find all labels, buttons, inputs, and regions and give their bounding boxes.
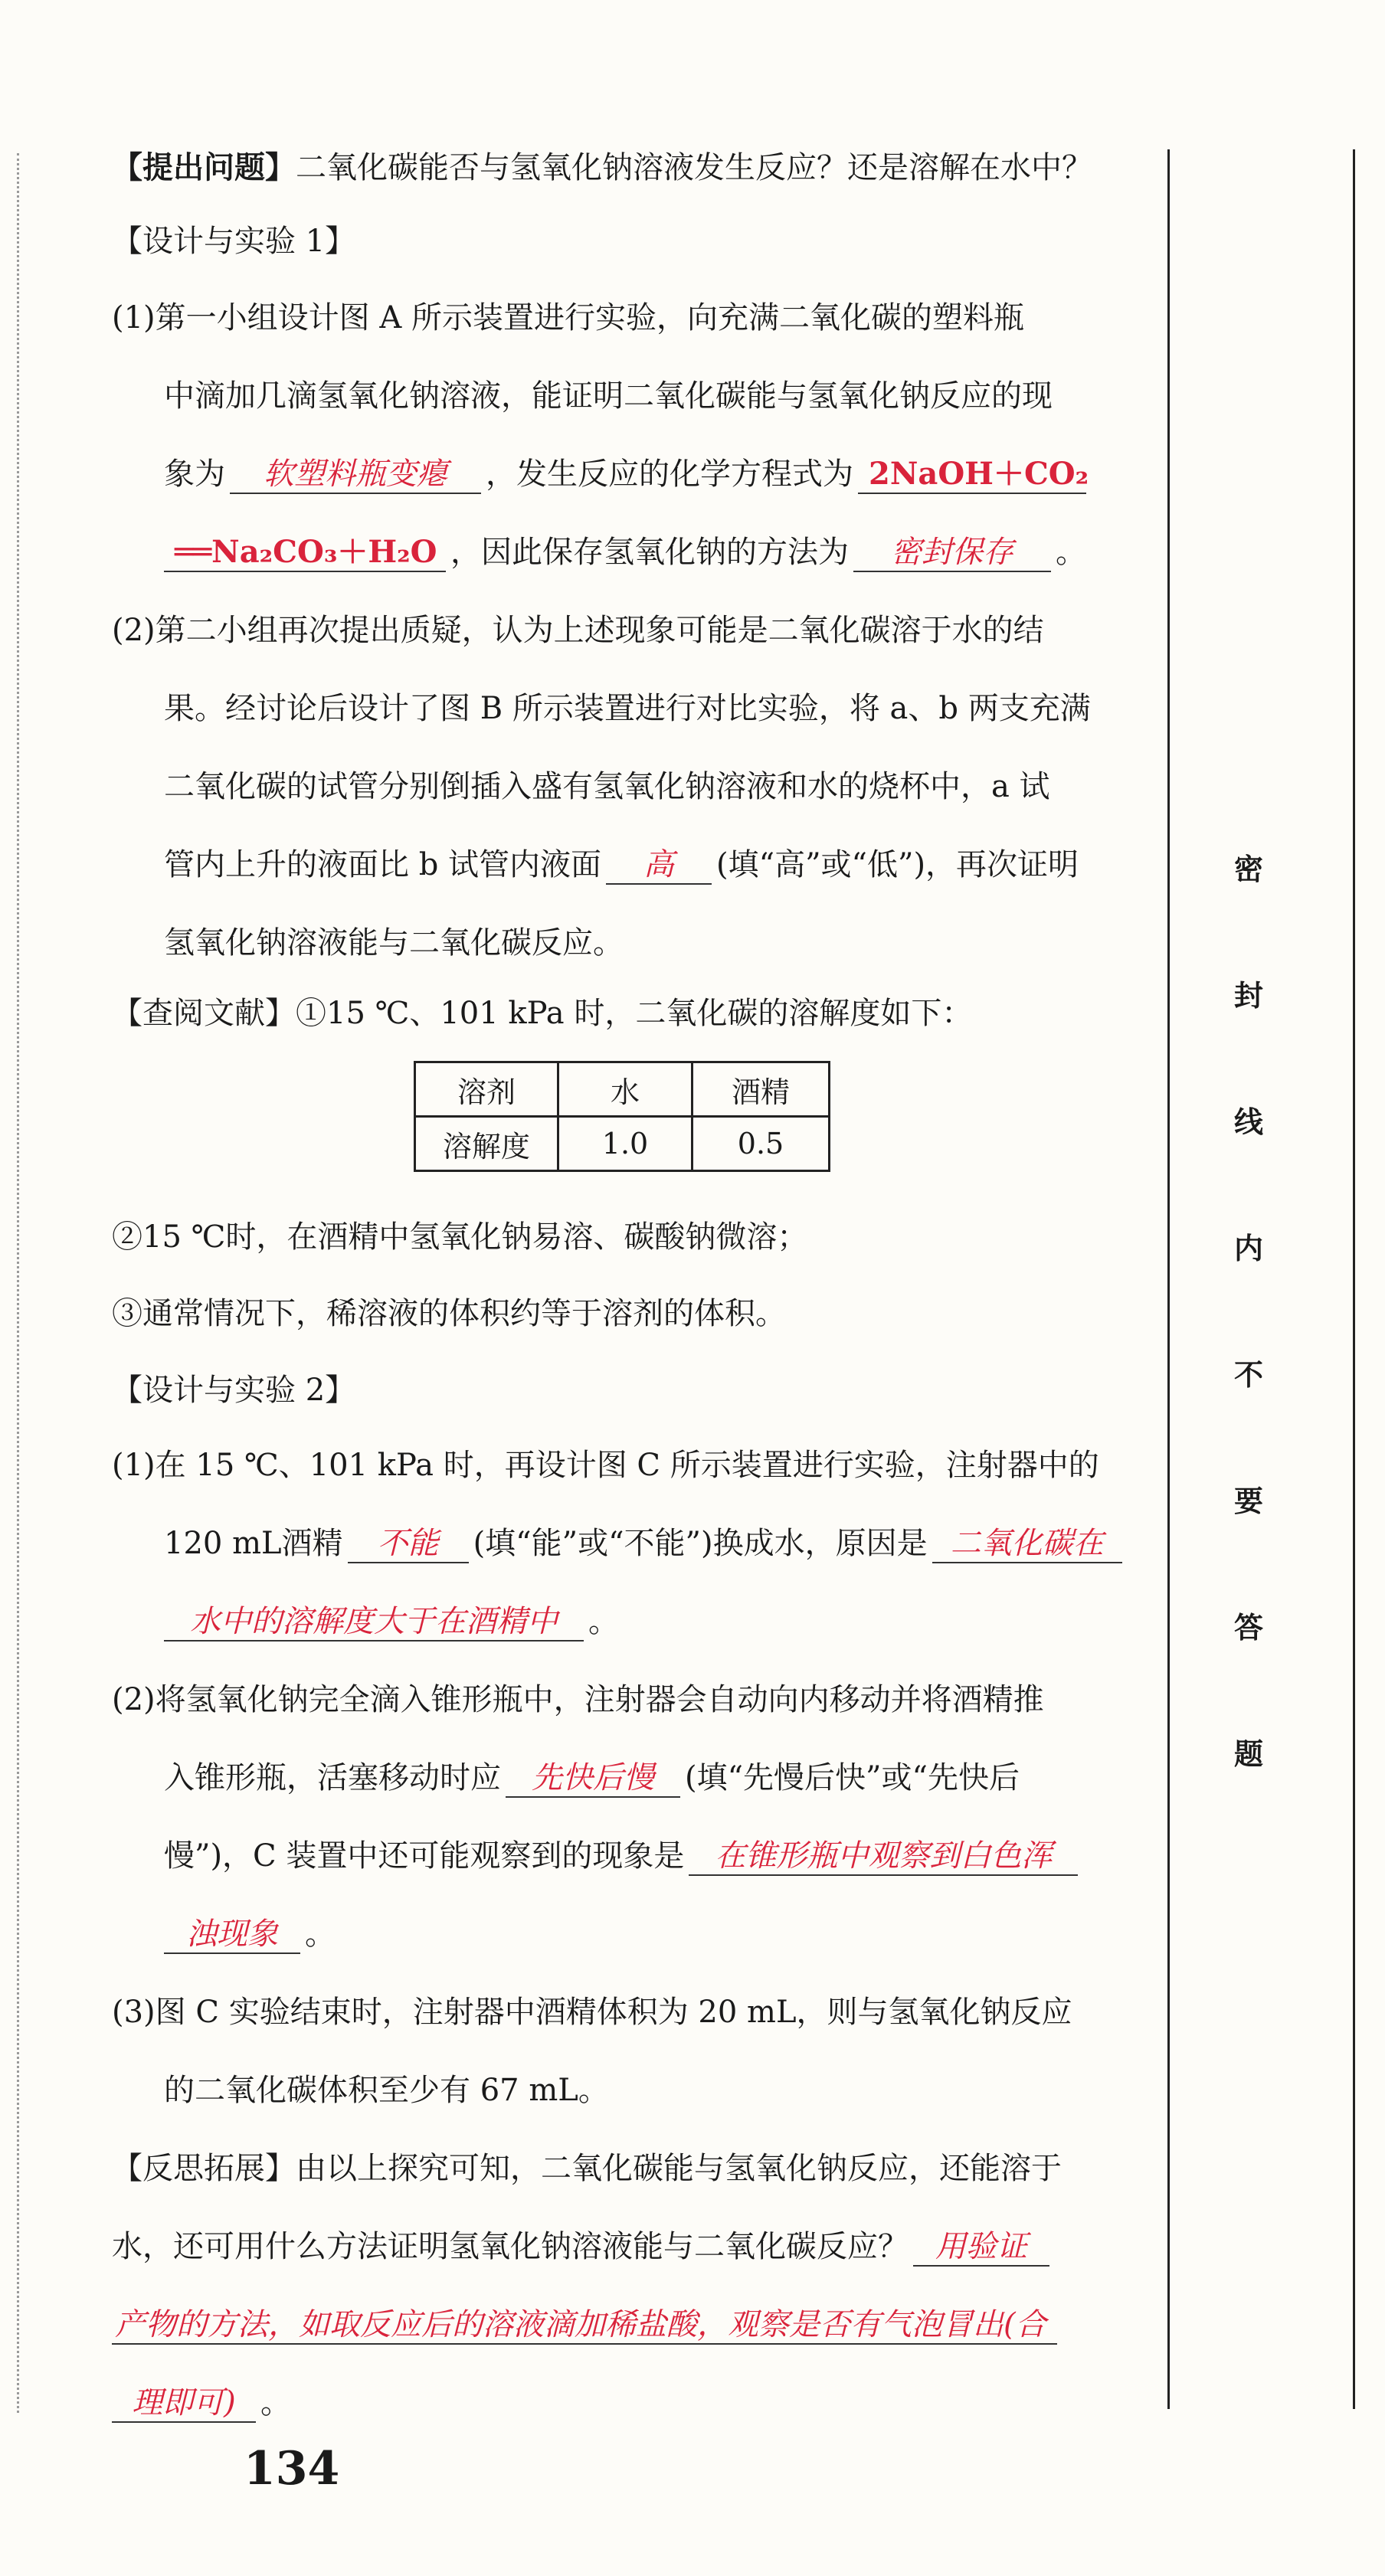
answer-blank-observation-part1: 在锥形瓶中观察到白色浑 bbox=[689, 1839, 1078, 1876]
design1-q1-line2: 中滴加几滴氢氧化钠溶液，能证明二氧化碳能与氢氧化钠反应的现 bbox=[164, 378, 1053, 414]
design1-q2-line3: 二氧化碳的试管分别倒插入盛有氢氧化钠溶液和水的烧杯中，a 试 bbox=[164, 769, 1050, 804]
literature-line2: ②15 ℃时，在酒精中氢氧化钠易溶、碳酸钠微溶； bbox=[112, 1219, 808, 1255]
answer-blank-observation-part2: 浊现象 bbox=[164, 1917, 300, 1954]
answer-blank-storage: 密封保存 bbox=[853, 535, 1051, 572]
answer-blank-phenomenon: 软塑料瓶变瘪 bbox=[230, 457, 481, 494]
table-header-cell: 水 bbox=[558, 1062, 692, 1117]
reflection-line1: 【反思拓展】由以上探究可知，二氧化碳能与氢氧化钠反应，还能溶于 bbox=[112, 2151, 1062, 2186]
design2-heading: 【设计与实验 2】 bbox=[112, 1373, 356, 1408]
table-row bbox=[415, 1062, 830, 1117]
design1-q2-line4 bbox=[164, 846, 1131, 885]
answer-blank-method-part2: 产物的方法，如取反应后的溶液滴加稀盐酸，观察是否有气泡冒出(合 bbox=[112, 2308, 1057, 2345]
table-header-cell: 溶剂 bbox=[415, 1062, 558, 1117]
answer-blank-equation-part2: ══Na₂CO₃＋H₂O bbox=[164, 535, 446, 572]
table-row bbox=[415, 1117, 830, 1171]
text-span: 。 bbox=[1056, 535, 1086, 570]
design2-q2-line4 bbox=[164, 1915, 1131, 1954]
answer-blank-cannot: 不能 bbox=[348, 1527, 469, 1563]
problem-line bbox=[112, 149, 1131, 187]
binding-rule-inner bbox=[1167, 149, 1170, 2409]
design1-heading: 【设计与实验 1】 bbox=[112, 224, 356, 259]
text-span: (填“先慢后快”或“先快后 bbox=[685, 1760, 1020, 1795]
design2-q3-line1: (3)图 C 实验结束时，注射器中酒精体积为 20 mL，则与氢氧化钠反应 bbox=[112, 1995, 1072, 2030]
design2-q1-line1: (1)在 15 ℃、101 kPa 时，再设计图 C 所示装置进行实验，注射器中的 bbox=[112, 1448, 1099, 1483]
seal-char: 要 bbox=[1233, 1484, 1263, 1518]
seal-char: 密 bbox=[1233, 852, 1263, 886]
design1-q1-line4 bbox=[164, 533, 1131, 572]
problem-text: 二氧化碳能否与氢氧化钠溶液发生反应？还是溶解在水中？ bbox=[296, 150, 1092, 185]
text-span: 入锥形瓶，活塞移动时应 bbox=[164, 1760, 501, 1795]
text-span: 慢”)，C 装置中还可能观察到的现象是 bbox=[164, 1838, 685, 1874]
text-span: 管内上升的液面比 b 试管内液面 bbox=[164, 847, 602, 882]
design1-q2-line1: (2)第二小组再次提出质疑，认为上述现象可能是二氧化碳溶于水的结 bbox=[112, 613, 1044, 648]
design1-q1-line1: (1)第一小组设计图 A 所示装置进行实验，向充满二氧化碳的塑料瓶 bbox=[112, 300, 1024, 336]
design1-q1-line3 bbox=[164, 455, 1131, 494]
table-cell: 1.0 bbox=[558, 1117, 692, 1171]
table-header-cell: 酒精 bbox=[692, 1062, 830, 1117]
literature-line1: 【查阅文献】①15 ℃、101 kPa 时，二氧化碳的溶解度如下： bbox=[112, 996, 973, 1031]
text-span: 。 bbox=[588, 1604, 619, 1639]
answer-blank-equation-part1: 2NaOH＋CO₂ bbox=[858, 457, 1086, 494]
table-row-label: 溶解度 bbox=[415, 1117, 558, 1171]
answer-blank-method-part1: 用验证 bbox=[913, 2230, 1049, 2267]
design2-q2-line3 bbox=[164, 1837, 1131, 1876]
design2-q1-line2 bbox=[164, 1524, 1131, 1563]
seal-char: 线 bbox=[1233, 1105, 1263, 1139]
seal-char: 答 bbox=[1233, 1610, 1263, 1645]
answer-blank-method-part3: 理即可) bbox=[112, 2386, 256, 2423]
reflection-line2 bbox=[112, 2227, 1131, 2267]
text-span: 。 bbox=[260, 2385, 291, 2421]
answer-blank-reason-part2: 水中的溶解度大于在酒精中 bbox=[164, 1605, 584, 1642]
page-number: 134 bbox=[244, 2442, 340, 2496]
seal-char: 不 bbox=[1233, 1357, 1263, 1392]
text-span: ，发生反应的化学方程式为 bbox=[486, 457, 853, 492]
table-cell: 0.5 bbox=[692, 1117, 830, 1171]
seal-char: 内 bbox=[1233, 1231, 1263, 1265]
answer-blank-reason-part1: 二氧化碳在 bbox=[932, 1527, 1122, 1563]
text-span: 象为 bbox=[164, 457, 225, 492]
seal-char: 题 bbox=[1233, 1736, 1263, 1771]
text-span: ，因此保存氢氧化钠的方法为 bbox=[450, 535, 849, 570]
reflection-line4 bbox=[112, 2384, 1131, 2423]
design1-q2-line2: 果。经讨论后设计了图 B 所示装置进行对比实验，将 a、b 两支充满 bbox=[164, 691, 1091, 726]
binding-rule-outer bbox=[1353, 149, 1355, 2409]
design2-q2-line2 bbox=[164, 1759, 1131, 1798]
left-dotted-margin bbox=[17, 153, 19, 2413]
design2-q3-line2: 的二氧化碳体积至少有 67 mL。 bbox=[164, 2073, 609, 2108]
text-span: 水，还可用什么方法证明氢氧化钠溶液能与二氧化碳反应？ bbox=[112, 2229, 909, 2264]
design2-q1-line3 bbox=[164, 1602, 1131, 1642]
answer-blank-higher: 高 bbox=[606, 848, 712, 885]
answer-blank-speed: 先快后慢 bbox=[506, 1761, 680, 1798]
design2-q2-line1: (2)将氢氧化钠完全滴入锥形瓶中，注射器会自动向内移动并将酒精推 bbox=[112, 1682, 1044, 1717]
reflection-line3 bbox=[112, 2306, 1131, 2345]
design1-q2-line5: 氢氧化钠溶液能与二氧化碳反应。 bbox=[164, 925, 624, 961]
text-span: (填“高”或“低”)，再次证明 bbox=[716, 847, 1079, 882]
text-span: (填“能”或“不能”)换成水，原因是 bbox=[473, 1526, 928, 1561]
problem-tag: 【提出问题】 bbox=[112, 149, 296, 185]
seal-char: 封 bbox=[1233, 978, 1263, 1013]
solubility-table bbox=[414, 1061, 830, 1172]
literature-line3: ③通常情况下，稀溶液的体积约等于溶剂的体积。 bbox=[112, 1296, 786, 1331]
text-span: 120 mL酒精 bbox=[164, 1526, 343, 1561]
text-span: 。 bbox=[305, 1916, 336, 1952]
